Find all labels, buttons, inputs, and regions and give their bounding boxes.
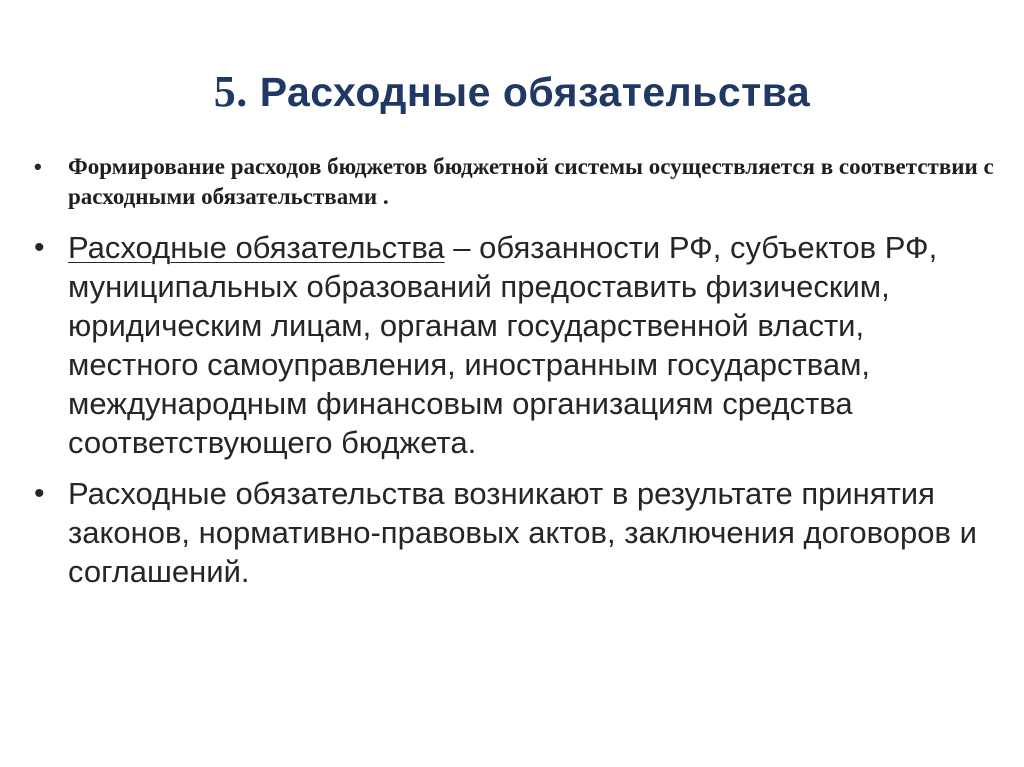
title-text: Расходные обязательства xyxy=(259,69,811,115)
bullet-text: Формирование расходов бюджетов бюджетной системы осуществляется в соответствии с расходными обязательствами . xyxy=(68,154,994,209)
bullet-marker: • xyxy=(34,154,42,179)
bullet-item-formation xyxy=(34,152,994,212)
bullet-marker: • xyxy=(34,231,45,264)
bullet-text: Расходные обязательства возникают в результате принятия законов, нормативно-правовых актов, заключения договоров и соглашений. xyxy=(68,476,977,589)
bullet-item-origin xyxy=(34,474,994,591)
defined-term: Расходные обязательства xyxy=(68,230,445,265)
bullet-list xyxy=(34,152,994,591)
slide-title xyxy=(0,66,1024,118)
bullet-marker: • xyxy=(34,477,45,510)
bullet-item-definition xyxy=(34,228,994,462)
bullet-text: – обязанности РФ, субъектов РФ, муниципальных образований предоставить физическим, юридическим лицам, органам государственной власти, местного самоуправления, иностранным государствам, международным финансовым организациям средства соответствующего бюджета. xyxy=(68,230,938,460)
title-number: 5. xyxy=(213,67,248,116)
